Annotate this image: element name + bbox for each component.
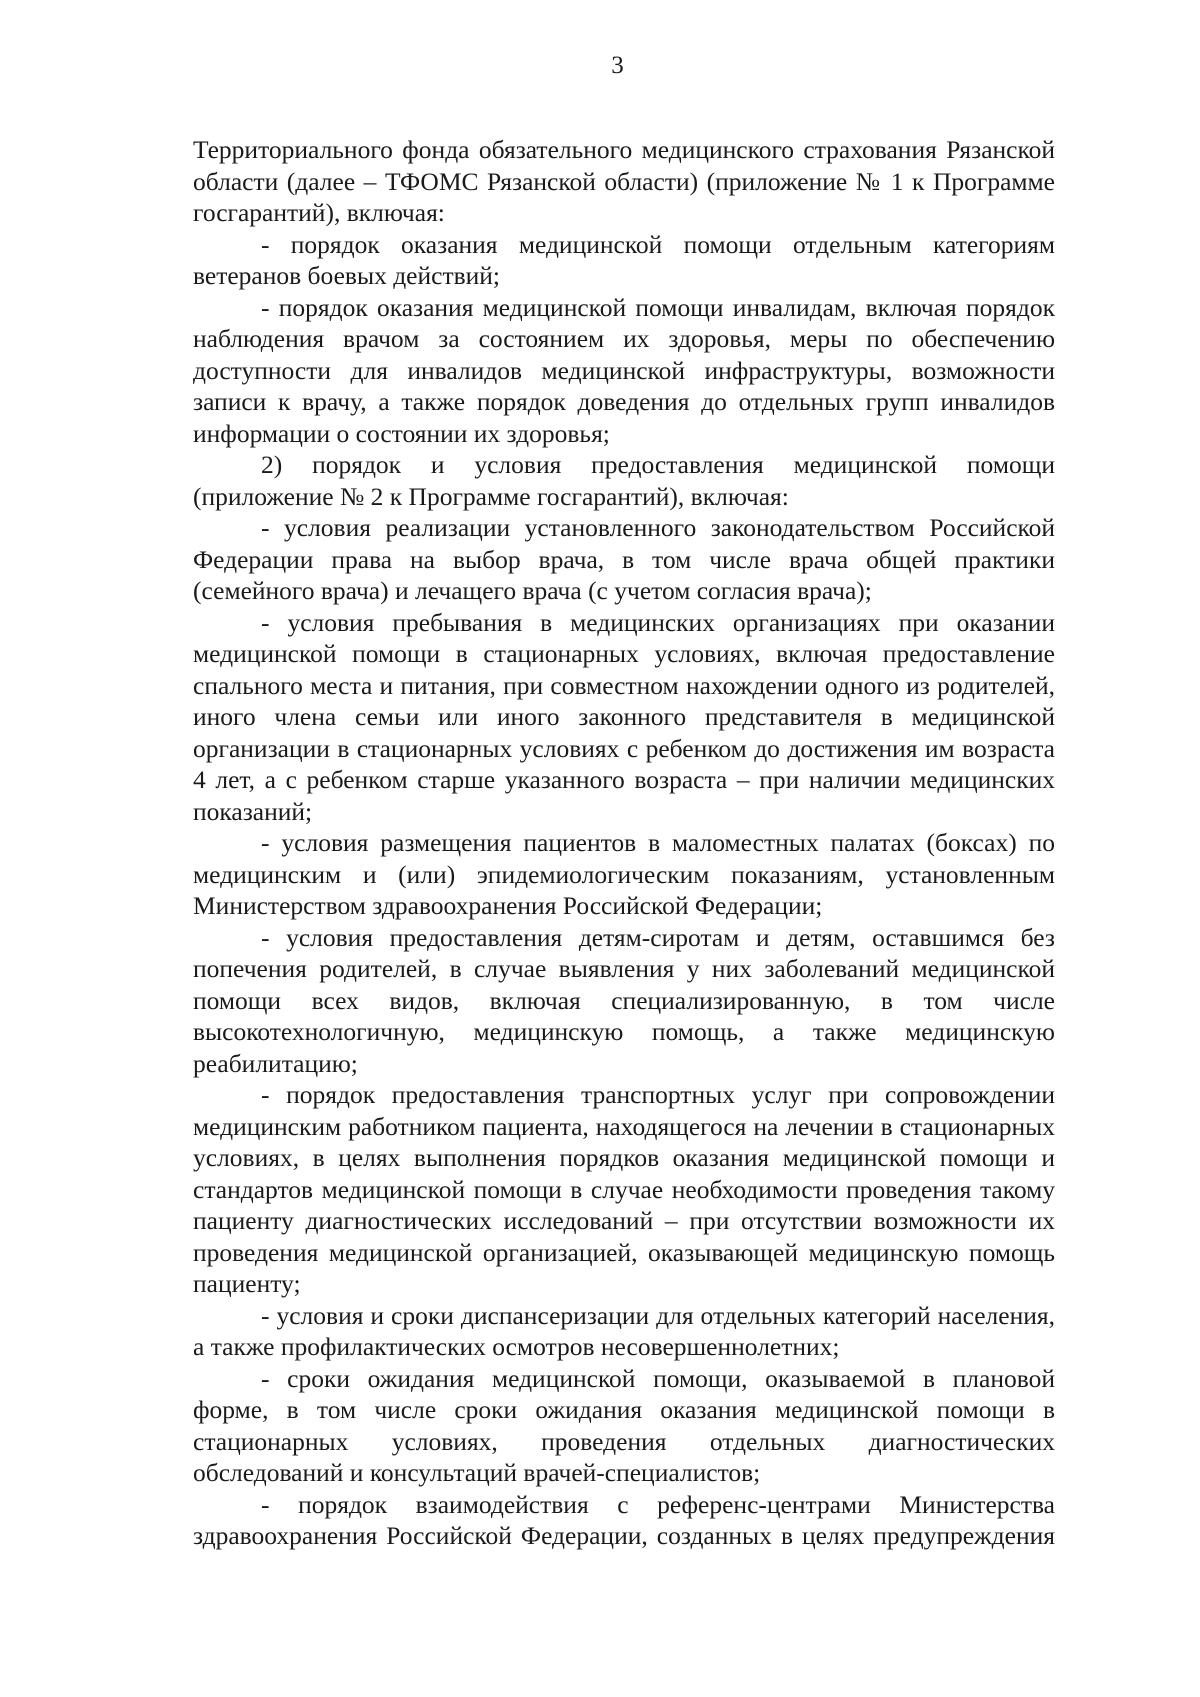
list-item: - порядок взаимодействия с референс-центрами Министерства здравоохранения Российской Федерации, созданных в целях предупреждения bbox=[193, 1489, 1055, 1550]
list-item: - условия предоставления детям-сиротам и детям, оставшимся без попечения родителей, в случае выявления у них заболеваний медицинской помощи всех видов, включая специализированную, в том числе высокотехнологичную, медицинскую помощь, а также медицинскую реабилитацию; bbox=[193, 922, 1055, 1078]
list-item: - порядок оказания медицинской помощи отдельным категориям ветеранов боевых действий; bbox=[193, 229, 1055, 290]
list-item: - условия пребывания в медицинских организациях при оказании медицинской помощи в стационарных условиях, включая предоставление спального места и питания, при совместном нахождении одного из родителей, иного члена семьи или иного законного представителя в медицинской организации в стационарных условиях с ребенком до достижения им возраста 4 лет, а с ребенком старше указанного возраста – при наличии медицинских показаний; bbox=[193, 607, 1055, 826]
page-number: 3 bbox=[611, 52, 624, 79]
list-item: - сроки ожидания медицинской помощи, оказываемой в плановой форме, в том числе сроки ожидания оказания медицинской помощи в стационарных условиях, проведения отдельных диагностических обследований и консультаций врачей-специалистов; bbox=[193, 1363, 1055, 1487]
list-item: - порядок предоставления транспортных услуг при сопровождении медицинским работником пациента, находящегося на лечении в стационарных условиях, в целях выполнения порядков оказания медицинской помощи и стандартов медицинской помощи в случае необходимости проведения такому пациенту диагностических исследований – при отсутствии возможности их проведения медицинской организацией, оказывающей медицинскую помощь пациенту; bbox=[193, 1080, 1055, 1298]
list-item: - условия и сроки диспансеризации для отдельных категорий населения, а также профилактических осмотров несовершеннолетних; bbox=[193, 1300, 1055, 1361]
list-item: - условия размещения пациентов в маломестных палатах (боксах) по медицинским и (или) эпидемиологическим показаниям, установленным Министерством здравоохранения Российской Федерации; bbox=[193, 828, 1055, 920]
list-item: - порядок оказания медицинской помощи инвалидам, включая порядок наблюдения врачом за состоянием их здоровья, меры по обеспечению доступности для инвалидов медицинской инфраструктуры, возможности записи к врачу, а также порядок доведения до отдельных групп инвалидов информации о состоянии их здоровья; bbox=[193, 292, 1055, 448]
document-body bbox=[193, 134, 1055, 1552]
paragraph: Территориального фонда обязательного медицинского страхования Рязанской области (далее – ТФОМС Рязанской области) (приложение № 1 к Программе госгарантий), включая: bbox=[193, 135, 1055, 227]
numbered-item: 2) порядок и условия предоставления медицинской помощи (приложение № 2 к Программе госгарантий), включая: bbox=[193, 450, 1055, 511]
list-item: - условия реализации установленного законодательством Российской Федерации права на выбор врача, в том числе врача общей практики (семейного врача) и лечащего врача (с учетом согласия врача); bbox=[193, 513, 1055, 605]
